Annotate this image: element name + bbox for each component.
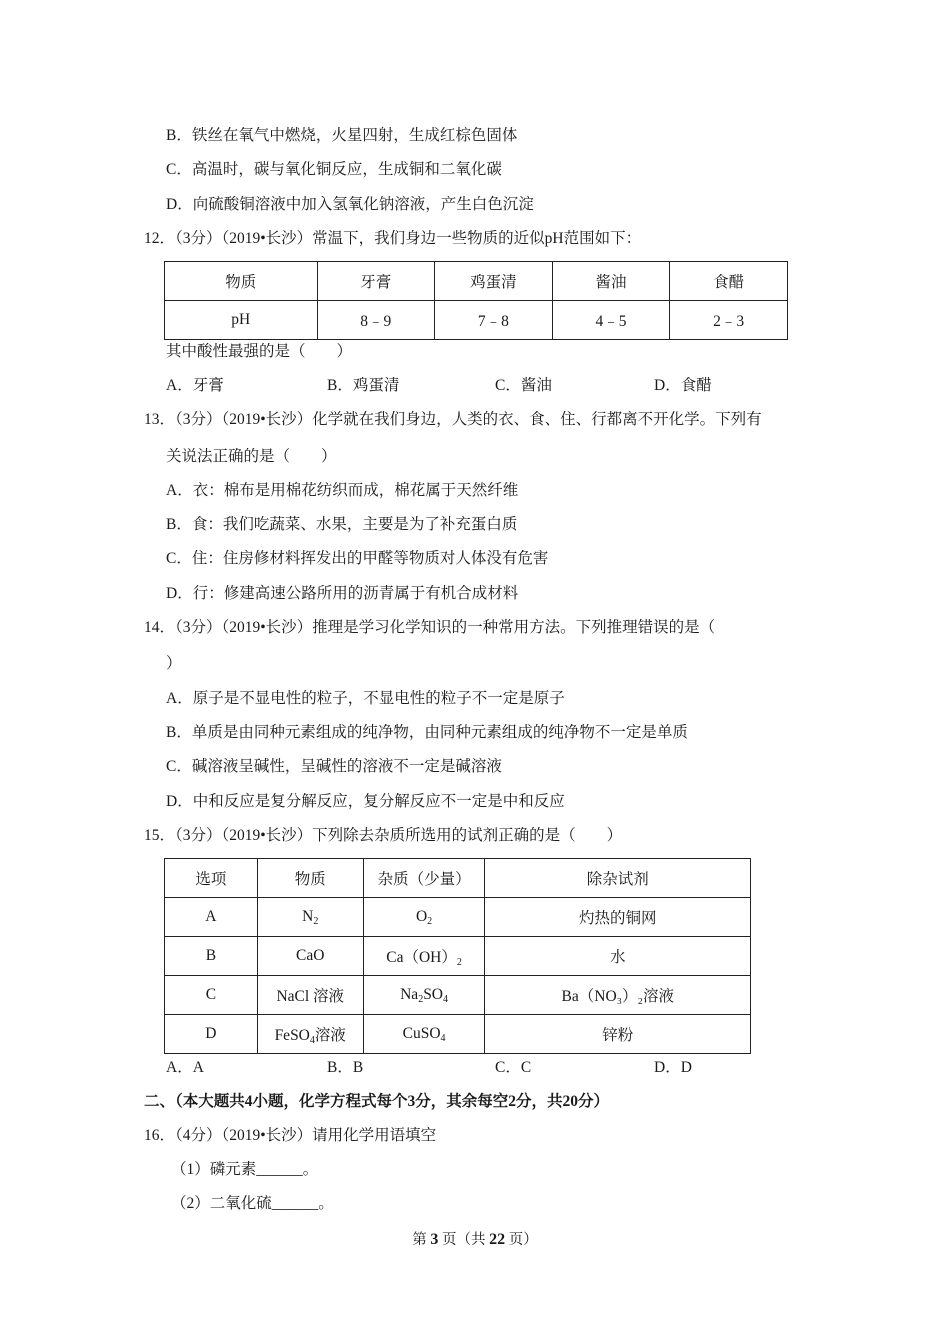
q15-header-cell: 选项: [165, 859, 258, 898]
q13-option-c: C．住：住房修材料挥发出的甲醛等物质对人体没有危害: [166, 550, 549, 567]
q14-option-b: B．单质是由同种元素组成的纯净物，由同种元素组成的纯净物不一定是单质: [166, 724, 688, 741]
q13-option-d: D．行：修建高速公路所用的沥青属于有机合成材料: [166, 585, 519, 602]
q11-option-d: D．向硫酸铜溶液中加入氢氧化钠溶液，产生白色沉淀: [166, 196, 534, 213]
q14-option-a: A．原子是不显电性的粒子，不显电性的粒子不一定是原子: [166, 690, 565, 707]
q12-ph-cell: 8﹣9: [317, 301, 435, 340]
table-row: [165, 976, 751, 1015]
q15-option-cell: D: [165, 1015, 258, 1054]
q12-header-cell: 牙膏: [317, 262, 435, 301]
q12-header-cell: 食醋: [670, 262, 788, 301]
q12-question: 其中酸性最强的是（ ）: [166, 343, 353, 360]
q12-option-b: B．鸡蛋清: [327, 377, 400, 394]
q14-option-d: D．中和反应是复分解反应，复分解反应不一定是中和反应: [166, 793, 565, 810]
q15-header-cell: 杂质（少量）: [363, 859, 485, 898]
q15-reagent-cell: 锌粉: [485, 1015, 751, 1054]
q15-reagent-cell: 灼热的铜网: [485, 898, 751, 937]
q15-impurity-cell: $Na_2SO_4$: [363, 976, 485, 1015]
q12-ph-cell: 4﹣5: [552, 301, 670, 340]
q13-stem-line1: 13．（3分）（2019•长沙）化学就在我们身边，人类的衣、食、住、行都离不开化学。下列有: [144, 411, 762, 428]
q14-option-c: C．碱溶液呈碱性，呈碱性的溶液不一定是碱溶液: [166, 758, 502, 775]
q15-header-cell: 除杂试剂: [485, 859, 751, 898]
q15-impurity-cell: $O_2$: [363, 898, 485, 937]
q15-option-cell: C: [165, 976, 258, 1015]
q15-impurity-cell: CuSO$_4$: [363, 1015, 485, 1054]
q16-item-1: （1）磷元素______。: [171, 1161, 319, 1178]
q15-option-d: D．D: [654, 1059, 692, 1076]
table-row: [165, 1015, 751, 1054]
q11-option-b: B．铁丝在氧气中燃烧，火星四射，生成红棕色固体: [166, 127, 518, 144]
q12-ph-table: [164, 261, 788, 340]
q11-option-c: C．高温时，碳与氧化铜反应，生成铜和二氧化碳: [166, 161, 502, 178]
q13-option-a: A．衣：棉布是用棉花纺织而成，棉花属于天然纤维: [166, 482, 519, 499]
q12-table-ph-row: [165, 301, 788, 340]
q14-stem-line2: ）: [166, 655, 182, 672]
q15-table-header-row: [165, 859, 751, 898]
q12-option-a: A．牙膏: [166, 377, 224, 394]
q15-option-b: B．B: [327, 1059, 364, 1076]
q15-substance-cell: $N_2$: [257, 898, 363, 937]
q15-reagent-cell: Ba（NO₃）₂溶液: [485, 976, 751, 1015]
q15-reagent-cell: 水: [485, 937, 751, 976]
q15-option-c: C．C: [495, 1059, 532, 1076]
q12-ph-cell: 2﹣3: [670, 301, 788, 340]
section-2-title: 二、（本大题共4小题，化学方程式每个3分，其余每空2分，共20分）: [144, 1093, 610, 1110]
q12-ph-cell: 7﹣8: [435, 301, 553, 340]
q13-stem-line2: 关说法正确的是（ ）: [166, 448, 337, 465]
q16-item-2: （2）二氧化硫______。: [171, 1195, 334, 1212]
q15-substance-cell: CaO: [257, 937, 363, 976]
q12-table-header-row: [165, 262, 788, 301]
q13-option-b: B．食：我们吃蔬菜、水果，主要是为了补充蛋白质: [166, 516, 518, 533]
q15-option-a: A．A: [166, 1059, 204, 1076]
q15-stem: 15．（3分）（2019•长沙）下列除去杂质所选用的试剂正确的是（ ）: [144, 827, 623, 844]
footer-prefix: 第: [412, 1232, 427, 1248]
q15-option-cell: B: [165, 937, 258, 976]
footer-suffix: 页）: [508, 1232, 538, 1248]
table-row: [165, 937, 751, 976]
q14-stem-line1: 14．（3分）（2019•长沙）推理是学习化学知识的一种常用方法。下列推理错误的是（: [144, 619, 716, 636]
q12-header-cell: 鸡蛋清: [435, 262, 553, 301]
q15-substance-cell: NaCl 溶液: [257, 976, 363, 1015]
table-row: [165, 898, 751, 937]
q15-substance-cell: FeSO$_4$溶液: [257, 1015, 363, 1054]
q15-impurity-table: [164, 858, 751, 1054]
page-footer: [0, 1230, 950, 1250]
q12-header-cell: 酱油: [552, 262, 670, 301]
q12-stem: 12．（3分）（2019•长沙）常温下，我们身边一些物质的近似pH范围如下：: [144, 230, 642, 247]
page-total: 22: [489, 1231, 506, 1248]
q16-stem: 16．（4分）（2019•长沙）请用化学用语填空: [144, 1127, 437, 1144]
q15-header-cell: 物质: [257, 859, 363, 898]
page-number: 3: [430, 1231, 439, 1248]
footer-middle: 页（共: [442, 1232, 486, 1248]
q12-option-d: D．食醋: [654, 377, 712, 394]
q12-header-cell: 物质: [165, 262, 318, 301]
q15-impurity-cell: $Ca(OH)_2$: [363, 937, 485, 976]
q12-option-c: C．酱油: [495, 377, 552, 394]
q15-option-cell: A: [165, 898, 258, 937]
q12-ph-cell: pH: [165, 301, 318, 340]
